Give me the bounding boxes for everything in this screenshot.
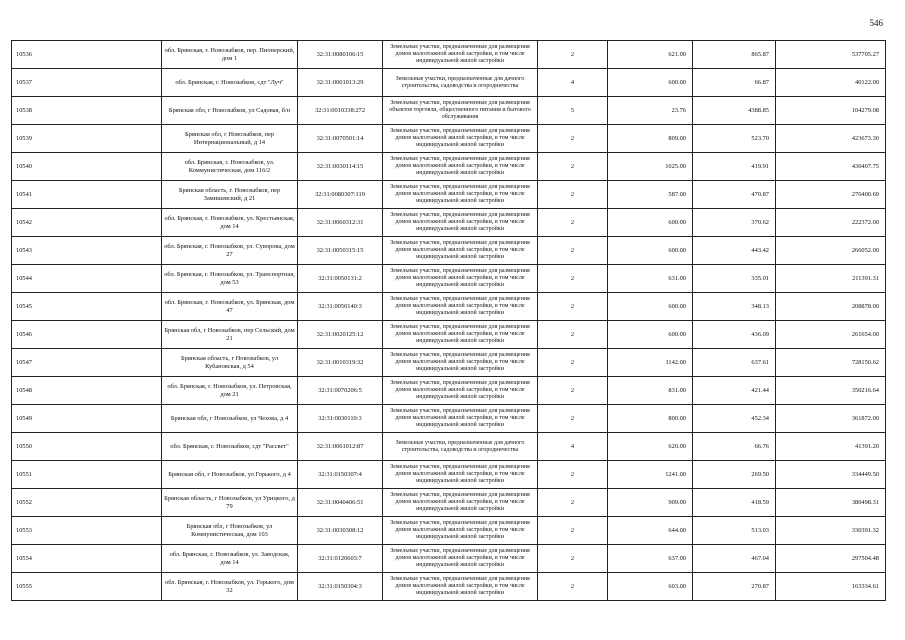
rate-cell: 66.76 [693, 433, 776, 461]
record-id: 10551 [12, 461, 162, 489]
table-row [12, 517, 886, 545]
rate-cell: 419.91 [693, 153, 776, 181]
land-use-cell: Земельные участки, предназначенные для размещения объектов торговли, общественного питания и бытового обслуживания [383, 97, 538, 125]
area-cell: 600.00 [608, 293, 693, 321]
rate-cell: 637.61 [693, 349, 776, 377]
category-cell: 2 [538, 573, 608, 601]
area-cell: 620.00 [608, 433, 693, 461]
page-number: 546 [869, 18, 883, 28]
cadastral-number-cell: 32:31:0060312:31 [298, 209, 383, 237]
area-cell: 909.00 [608, 489, 693, 517]
land-use-cell: Земельные участки, предназначенные для размещения домов малоэтажной жилой застройки, в том числе индивидуальной жилой застройки [383, 461, 538, 489]
address-cell: обл. Брянская, г. Новозыбков, пер. Пионерский, дом 1 [162, 41, 298, 69]
table-body [12, 41, 886, 601]
category-cell: 2 [538, 349, 608, 377]
cadastral-value-cell: 297504.48 [776, 545, 886, 573]
address-cell: обл. Брянская, г. Новозыбков, сдт "Рассвет" [162, 433, 298, 461]
address-cell: Брянская обл, г Новозыбков, пер Интернациональный, д 14 [162, 125, 298, 153]
land-use-cell: Земельные участки, предназначенные для размещения домов малоэтажной жилой застройки, в том числе индивидуальной жилой застройки [383, 321, 538, 349]
area-cell: 1025.00 [608, 153, 693, 181]
address-cell: Брянская область, г Новозыбков, ул Урицкого, д 79 [162, 489, 298, 517]
table-row [12, 293, 886, 321]
record-id: 10543 [12, 237, 162, 265]
record-id: 10554 [12, 545, 162, 573]
category-cell: 2 [538, 209, 608, 237]
cadastral-number-cell: 32:31:0120603:7 [298, 545, 383, 573]
rate-cell: 348.13 [693, 293, 776, 321]
table-row [12, 69, 886, 97]
land-use-cell: Земельные участки, предназначенные для размещения домов малоэтажной жилой застройки, в том числе индивидуальной жилой застройки [383, 209, 538, 237]
table-row [12, 405, 886, 433]
record-id: 10538 [12, 97, 162, 125]
cadastral-value-cell: 104279.08 [776, 97, 886, 125]
land-use-cell: Земельные участки, предназначенные для размещения домов малоэтажной жилой застройки, в том числе индивидуальной жилой застройки [383, 489, 538, 517]
land-use-cell: Земельные участки, предназначенные для размещения домов малоэтажной жилой застройки, в том числе индивидуальной жилой застройки [383, 349, 538, 377]
category-cell: 2 [538, 321, 608, 349]
cadastral-number-cell: 32:31:0040406:51 [298, 489, 383, 517]
land-use-cell: Земельные участки, предназначенные для размещения домов малоэтажной жилой застройки, в том числе индивидуальной жилой застройки [383, 41, 538, 69]
table-row [12, 433, 886, 461]
category-cell: 2 [538, 181, 608, 209]
area-cell: 631.00 [608, 265, 693, 293]
record-id: 10545 [12, 293, 162, 321]
cadastral-value-cell: 208878.00 [776, 293, 886, 321]
address-cell: Брянская обл, г Новозыбков, ул Чехова, д 4 [162, 405, 298, 433]
cadastral-number-cell: 32:31:0080106:15 [298, 41, 383, 69]
category-cell: 2 [538, 265, 608, 293]
cadastral-value-cell: 728150.62 [776, 349, 886, 377]
cadastral-value-cell: 423673.30 [776, 125, 886, 153]
cadastral-number-cell: 32:31:0050315:15 [298, 237, 383, 265]
cadastral-number-cell: 32:31:0010338:272 [298, 97, 383, 125]
record-id: 10540 [12, 153, 162, 181]
land-use-cell: Земельные участки, предназначенные для размещения домов малоэтажной жилой застройки, в том числе индивидуальной жилой застройки [383, 405, 538, 433]
table-row [12, 545, 886, 573]
address-cell: обл. Брянская, г. Новозыбков, ул. Суворова, дом 27 [162, 237, 298, 265]
rate-cell: 418.59 [693, 489, 776, 517]
rate-cell: 436.09 [693, 321, 776, 349]
cadastral-number-cell: 32:31:0070501:14 [298, 125, 383, 153]
rate-cell: 269.50 [693, 461, 776, 489]
category-cell: 2 [538, 489, 608, 517]
cadastral-number-cell: 32:31:0150307:4 [298, 461, 383, 489]
record-id: 10547 [12, 349, 162, 377]
table-row [12, 461, 886, 489]
cadastral-number-cell: 32:31:0150304:3 [298, 573, 383, 601]
area-cell: 809.00 [608, 125, 693, 153]
rate-cell: 467.04 [693, 545, 776, 573]
area-cell: 603.00 [608, 573, 693, 601]
cadastral-value-cell: 211391.31 [776, 265, 886, 293]
address-cell: обл. Брянская, г. Новозыбков, ул. Транспортная, дом 53 [162, 265, 298, 293]
rate-cell: 865.87 [693, 41, 776, 69]
land-use-cell: Земельные участки, предназначенные для размещения домов малоэтажной жилой застройки, в том числе индивидуальной жилой застройки [383, 265, 538, 293]
land-use-cell: Земельные участки, предназначенные для размещения домов малоэтажной жилой застройки, в том числе индивидуальной жилой застройки [383, 181, 538, 209]
cadastral-number-cell: 32:31:0080307:119 [298, 181, 383, 209]
category-cell: 2 [538, 461, 608, 489]
land-use-cell: Земельные участки, предназначенные для размещения домов малоэтажной жилой застройки, в том числе индивидуальной жилой застройки [383, 545, 538, 573]
area-cell: 800.00 [608, 405, 693, 433]
rate-cell: 335.01 [693, 265, 776, 293]
address-cell: Брянская обл, г Новозыбков, ул Садовая, б/н [162, 97, 298, 125]
category-cell: 2 [538, 293, 608, 321]
category-cell: 2 [538, 153, 608, 181]
table-row [12, 377, 886, 405]
land-use-cell: Земельные участки, предназначенные для дачного строительства, садоводства и огородничества [383, 69, 538, 97]
cadastral-value-cell: 380498.31 [776, 489, 886, 517]
category-cell: 2 [538, 41, 608, 69]
category-cell: 2 [538, 545, 608, 573]
address-cell: обл. Брянская, г. Новозыбков, ул. Крестьянская, дом 14 [162, 209, 298, 237]
record-id: 10536 [12, 41, 162, 69]
land-use-cell: Земельные участки, предназначенные для размещения домов малоэтажной жилой застройки, в том числе индивидуальной жилой застройки [383, 237, 538, 265]
area-cell: 831.00 [608, 377, 693, 405]
category-cell: 2 [538, 405, 608, 433]
cadastral-number-cell: 32:31:0070206:5 [298, 377, 383, 405]
cadastral-number-cell: 32:31:0061012:87 [298, 433, 383, 461]
category-cell: 2 [538, 517, 608, 545]
cadastral-value-cell: 361872.00 [776, 405, 886, 433]
cadastral-number-cell: 32:31:0050131:2 [298, 265, 383, 293]
land-use-cell: Земельные участки, предназначенные для размещения домов малоэтажной жилой застройки, в том числе индивидуальной жилой застройки [383, 153, 538, 181]
rate-cell: 470.87 [693, 181, 776, 209]
rate-cell: 523.70 [693, 125, 776, 153]
area-cell: 600.00 [608, 237, 693, 265]
land-use-cell: Земельные участки, предназначенные для размещения домов малоэтажной жилой застройки, в том числе индивидуальной жилой застройки [383, 517, 538, 545]
cadastral-number-cell: 32:31:0010319:32 [298, 349, 383, 377]
category-cell: 5 [538, 97, 608, 125]
address-cell: обл. Брянская, г. Новозыбков, ул. Петровская, дом 21 [162, 377, 298, 405]
address-cell: Брянская обл, г Новозыбков, пер Сельский, дом 21 [162, 321, 298, 349]
land-use-cell: Земельные участки, предназначенные для дачного строительства, садоводства и огородничества [383, 433, 538, 461]
record-id: 10549 [12, 405, 162, 433]
rate-cell: 66.87 [693, 69, 776, 97]
cadastral-number-cell: 32:31:0030110:3 [298, 405, 383, 433]
area-cell: 637.00 [608, 545, 693, 573]
address-cell: обл. Брянская, г. Новозыбков, ул. Горького, дом 32 [162, 573, 298, 601]
record-id: 10550 [12, 433, 162, 461]
cadastral-value-cell: 222372.00 [776, 209, 886, 237]
category-cell: 4 [538, 69, 608, 97]
table-row [12, 349, 886, 377]
category-cell: 2 [538, 377, 608, 405]
cadastral-number-cell: 32:31:0061013:29 [298, 69, 383, 97]
category-cell: 2 [538, 125, 608, 153]
rate-cell: 443.42 [693, 237, 776, 265]
cadastral-value-cell: 330391.32 [776, 517, 886, 545]
rate-cell: 4388.85 [693, 97, 776, 125]
table-row [12, 181, 886, 209]
land-use-cell: Земельные участки, предназначенные для размещения домов малоэтажной жилой застройки, в том числе индивидуальной жилой застройки [383, 293, 538, 321]
cadastral-value-cell: 163334.61 [776, 573, 886, 601]
cadastral-value-cell: 537705.27 [776, 41, 886, 69]
address-cell: Брянская обл, г Новозыбков, ул Горького, д 4 [162, 461, 298, 489]
table-row [12, 125, 886, 153]
cadastral-value-cell: 430407.75 [776, 153, 886, 181]
cadastral-number-cell: 32:31:0030114:15 [298, 153, 383, 181]
address-cell: Брянская обл, г Новозыбков, ул Коммунистическая, дом 103 [162, 517, 298, 545]
table-row [12, 153, 886, 181]
area-cell: 587.00 [608, 181, 693, 209]
cadastral-number-cell: 32:31:0020125:12 [298, 321, 383, 349]
table-row [12, 41, 886, 69]
category-cell: 4 [538, 433, 608, 461]
cadastral-number-cell: 32:31:0030308:12 [298, 517, 383, 545]
address-cell: обл. Брянская, г. Новозыбков, сдт "Луч" [162, 69, 298, 97]
rate-cell: 421.44 [693, 377, 776, 405]
table-row [12, 573, 886, 601]
area-cell: 23.76 [608, 97, 693, 125]
record-id: 10542 [12, 209, 162, 237]
rate-cell: 513.03 [693, 517, 776, 545]
record-id: 10544 [12, 265, 162, 293]
cadastral-value-cell: 40122.00 [776, 69, 886, 97]
table-row [12, 489, 886, 517]
address-cell: обл. Брянская, г. Новозыбков, ул. Брянская, дом 47 [162, 293, 298, 321]
area-cell: 621.00 [608, 41, 693, 69]
area-cell: 600.00 [608, 209, 693, 237]
record-id: 10537 [12, 69, 162, 97]
area-cell: 600.00 [608, 69, 693, 97]
record-id: 10552 [12, 489, 162, 517]
record-id: 10546 [12, 321, 162, 349]
land-registry-table [11, 40, 886, 601]
cadastral-value-cell: 276400.69 [776, 181, 886, 209]
land-use-cell: Земельные участки, предназначенные для размещения домов малоэтажной жилой застройки, в том числе индивидуальной жилой застройки [383, 125, 538, 153]
record-id: 10553 [12, 517, 162, 545]
record-id: 10541 [12, 181, 162, 209]
category-cell: 2 [538, 237, 608, 265]
cadastral-value-cell: 266052.00 [776, 237, 886, 265]
record-id: 10539 [12, 125, 162, 153]
address-cell: обл. Брянская, г. Новозыбков, ул. Заводская, дом 14 [162, 545, 298, 573]
cadastral-value-cell: 41391.20 [776, 433, 886, 461]
area-cell: 644.00 [608, 517, 693, 545]
rate-cell: 270.87 [693, 573, 776, 601]
cadastral-value-cell: 350216.64 [776, 377, 886, 405]
record-id: 10548 [12, 377, 162, 405]
area-cell: 600.00 [608, 321, 693, 349]
rate-cell: 452.34 [693, 405, 776, 433]
address-cell: обл. Брянская, г. Новозыбков, ул. Коммунистическая, дом 116/2 [162, 153, 298, 181]
table-row [12, 97, 886, 125]
table-row [12, 209, 886, 237]
cadastral-number-cell: 32:31:0050140:3 [298, 293, 383, 321]
area-cell: 1142.00 [608, 349, 693, 377]
table-row [12, 237, 886, 265]
area-cell: 1241.00 [608, 461, 693, 489]
land-use-cell: Земельные участки, предназначенные для размещения домов малоэтажной жилой застройки, в том числе индивидуальной жилой застройки [383, 377, 538, 405]
table-row [12, 321, 886, 349]
land-use-cell: Земельные участки, предназначенные для размещения домов малоэтажной жилой застройки, в том числе индивидуальной жилой застройки [383, 573, 538, 601]
table-row [12, 265, 886, 293]
rate-cell: 370.62 [693, 209, 776, 237]
cadastral-value-cell: 261654.00 [776, 321, 886, 349]
address-cell: Брянская область, г. Новозыбков, пер Замишевский, д 21 [162, 181, 298, 209]
cadastral-value-cell: 334449.50 [776, 461, 886, 489]
record-id: 10555 [12, 573, 162, 601]
address-cell: Брянская область, г Новозыбков, ул Кубановская, д 54 [162, 349, 298, 377]
